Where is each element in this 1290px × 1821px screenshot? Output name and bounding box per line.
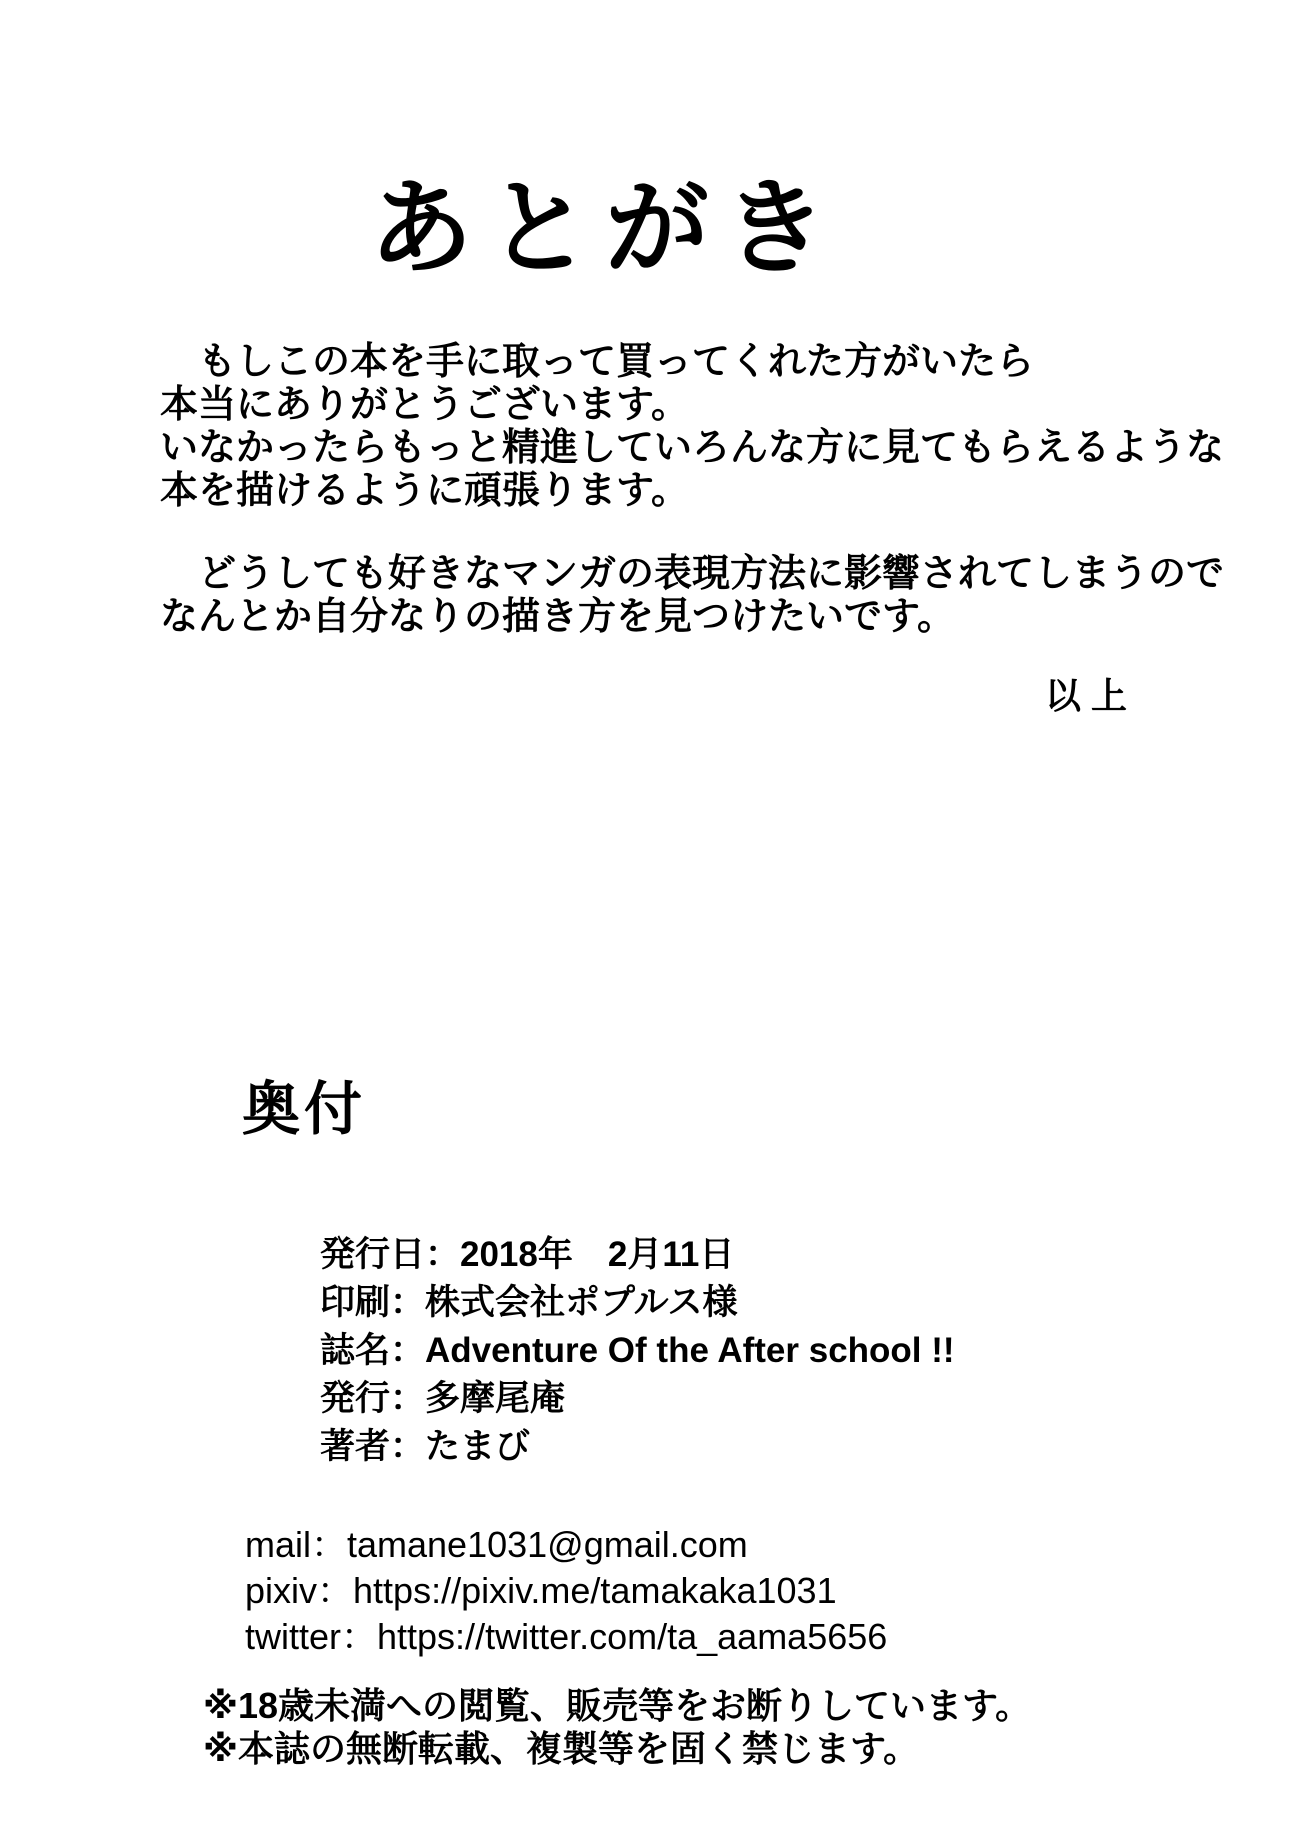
age-restriction-notice: ※18歳未満への閲覧、販売等をお断りしています。 — [203, 1685, 1032, 1726]
mail-line: mail：tamane1031@gmail.com — [245, 1524, 748, 1565]
afterword-text-line: 本当にありがとうございます。 — [160, 384, 689, 426]
printer-line: 印刷：株式会社ポプルス様 — [320, 1283, 738, 1322]
book-title-line: 誌名：Adventure Of the After school !! — [320, 1331, 955, 1370]
twitter-line: twitter：https://twitter.com/ta_aama5656 — [245, 1616, 888, 1657]
afterword-paragraph-2 — [160, 553, 1225, 639]
no-reproduction-notice: ※本誌の無断転載、複製等を固く禁じます。 — [203, 1728, 920, 1769]
afterword-text-line: いなかったらもっと精進していろんな方に見てもらえるような — [160, 427, 1225, 469]
afterword-text-line: どうしても好きなマンガの表現方法に影響されてしまうので — [160, 553, 1225, 595]
colophon-heading: 奥付 — [242, 1077, 367, 1142]
publication-date-line: 発行日：2018年 2月11日 — [320, 1235, 735, 1274]
afterword-text-line: 本を描けるように頑張ります。 — [160, 470, 689, 512]
pixiv-line: pixiv：https://pixiv.me/tamakaka1031 — [245, 1570, 837, 1611]
colophon-notices-block — [203, 1684, 1031, 1770]
colophon-publication-block — [320, 1231, 955, 1471]
publisher-line: 発行：多摩尾庵 — [320, 1379, 566, 1418]
afterword-text-line: もしこの本を手に取って買ってくれた方がいたら — [160, 341, 1035, 383]
colophon-contact-block — [245, 1522, 887, 1660]
afterword-title: あとがき — [368, 171, 841, 287]
afterword-text-line: なんとか自分なりの描き方を見つけたいです。 — [160, 596, 955, 638]
afterword-paragraph-1 — [160, 341, 1225, 513]
author-line: 著者：たまび — [320, 1427, 531, 1466]
afterword-closing: 以上 — [1044, 675, 1137, 716]
